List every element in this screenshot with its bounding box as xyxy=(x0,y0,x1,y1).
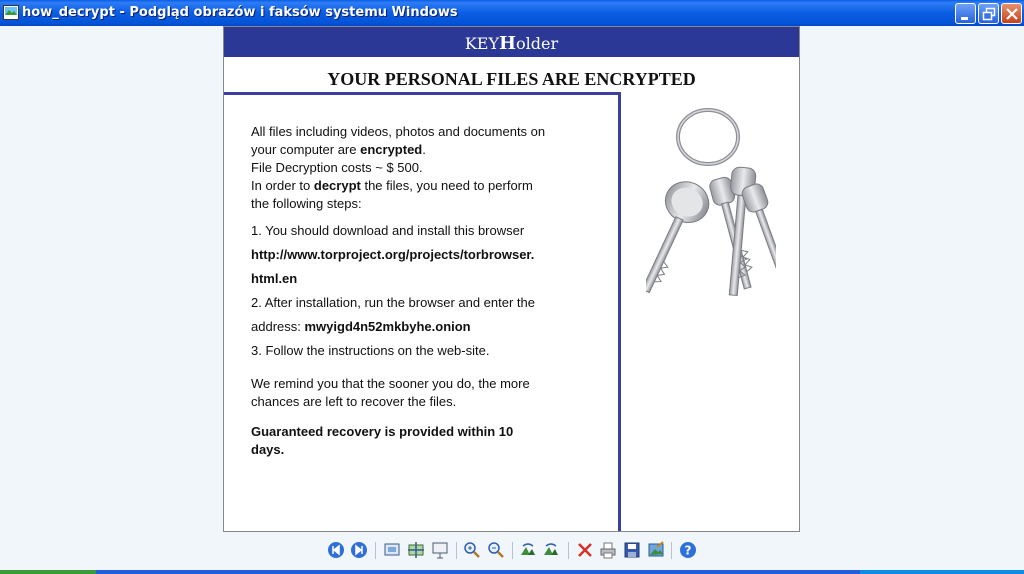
system-tray-edge xyxy=(860,570,1024,574)
rotate-clockwise-icon[interactable] xyxy=(519,541,537,559)
onion-address: mwyigd4n52mkbyhe.onion xyxy=(304,319,471,334)
body-line xyxy=(251,195,581,213)
image-viewer-icon xyxy=(3,5,19,20)
step-1: 1. You should download and install this browser xyxy=(251,223,525,238)
minimize-button[interactable] xyxy=(955,3,976,24)
best-fit-icon[interactable] xyxy=(383,541,401,559)
body-text: All files including videos, photos and documents on xyxy=(251,124,546,139)
banner-big-letter: H xyxy=(499,33,517,54)
svg-text:?: ? xyxy=(684,543,692,558)
print-icon[interactable] xyxy=(599,541,617,559)
guarantee-text: days. xyxy=(251,442,285,457)
headline: YOUR PERSONAL FILES ARE ENCRYPTED xyxy=(327,69,696,89)
banner-title xyxy=(465,33,558,54)
price-text: File Decryption costs ~ $ 500. xyxy=(251,160,423,175)
zoom-in-icon[interactable] xyxy=(463,541,481,559)
next-image-icon[interactable] xyxy=(350,541,368,559)
viewer-toolbar xyxy=(0,538,1024,564)
message-body xyxy=(251,123,581,459)
edit-icon[interactable] xyxy=(647,541,665,559)
rotate-counterclockwise-icon[interactable] xyxy=(542,541,560,559)
close-icon xyxy=(1002,4,1023,25)
reminder-line-2: chances are left to recover the files. xyxy=(251,394,457,409)
body-line xyxy=(251,159,581,177)
help-icon[interactable] xyxy=(679,541,697,559)
window-title: how_decrypt - Podgląd obrazów i faksów systemu Windows xyxy=(22,5,458,20)
close-button[interactable] xyxy=(1001,3,1022,24)
title-bar xyxy=(0,0,1024,26)
banner-prefix: KEY xyxy=(464,34,500,53)
body-line xyxy=(251,177,581,195)
banner-suffix: older xyxy=(516,34,559,53)
guarantee-text: Guaranteed recovery is provided within 10 xyxy=(251,424,514,439)
guarantee-line-2 xyxy=(251,441,581,459)
body-line xyxy=(251,123,581,141)
actual-size-icon[interactable] xyxy=(407,541,425,559)
taskbar-strip xyxy=(0,570,1024,574)
maximize-button[interactable] xyxy=(978,3,999,24)
start-button-edge[interactable] xyxy=(0,570,96,574)
ransom-note-image xyxy=(223,26,800,532)
minimize-icon xyxy=(956,4,977,25)
zoom-out-icon[interactable] xyxy=(487,541,505,559)
encrypted-emphasis: encrypted xyxy=(360,142,423,157)
tor-url-line-2: html.en xyxy=(251,271,298,286)
previous-image-icon[interactable] xyxy=(327,541,345,559)
body-text: In order to xyxy=(251,178,314,193)
tor-url-line-1: http://www.torproject.org/projects/torbrowser. xyxy=(251,247,535,262)
step-3: 3. Follow the instructions on the web-site. xyxy=(251,343,490,358)
body-text: the following steps: xyxy=(251,196,362,211)
decrypt-emphasis: decrypt xyxy=(313,178,361,193)
save-icon[interactable] xyxy=(623,541,641,559)
step-2: 2. After installation, run the browser and enter the xyxy=(251,295,536,310)
slideshow-icon[interactable] xyxy=(431,541,449,559)
reminder-line-1: We remind you that the sooner you do, the more xyxy=(251,376,530,391)
body-text: your computer are xyxy=(251,142,361,157)
maximize-icon xyxy=(979,4,1000,25)
address-label: address: xyxy=(251,319,305,334)
step-2-address xyxy=(251,315,581,339)
delete-icon[interactable] xyxy=(576,541,594,559)
keys-icon xyxy=(646,105,776,305)
body-line xyxy=(251,141,581,159)
body-text: . xyxy=(422,142,426,157)
guarantee-line-1 xyxy=(251,423,581,441)
body-text: the files, you need to perform xyxy=(360,178,533,193)
keyholder-banner xyxy=(224,27,799,57)
